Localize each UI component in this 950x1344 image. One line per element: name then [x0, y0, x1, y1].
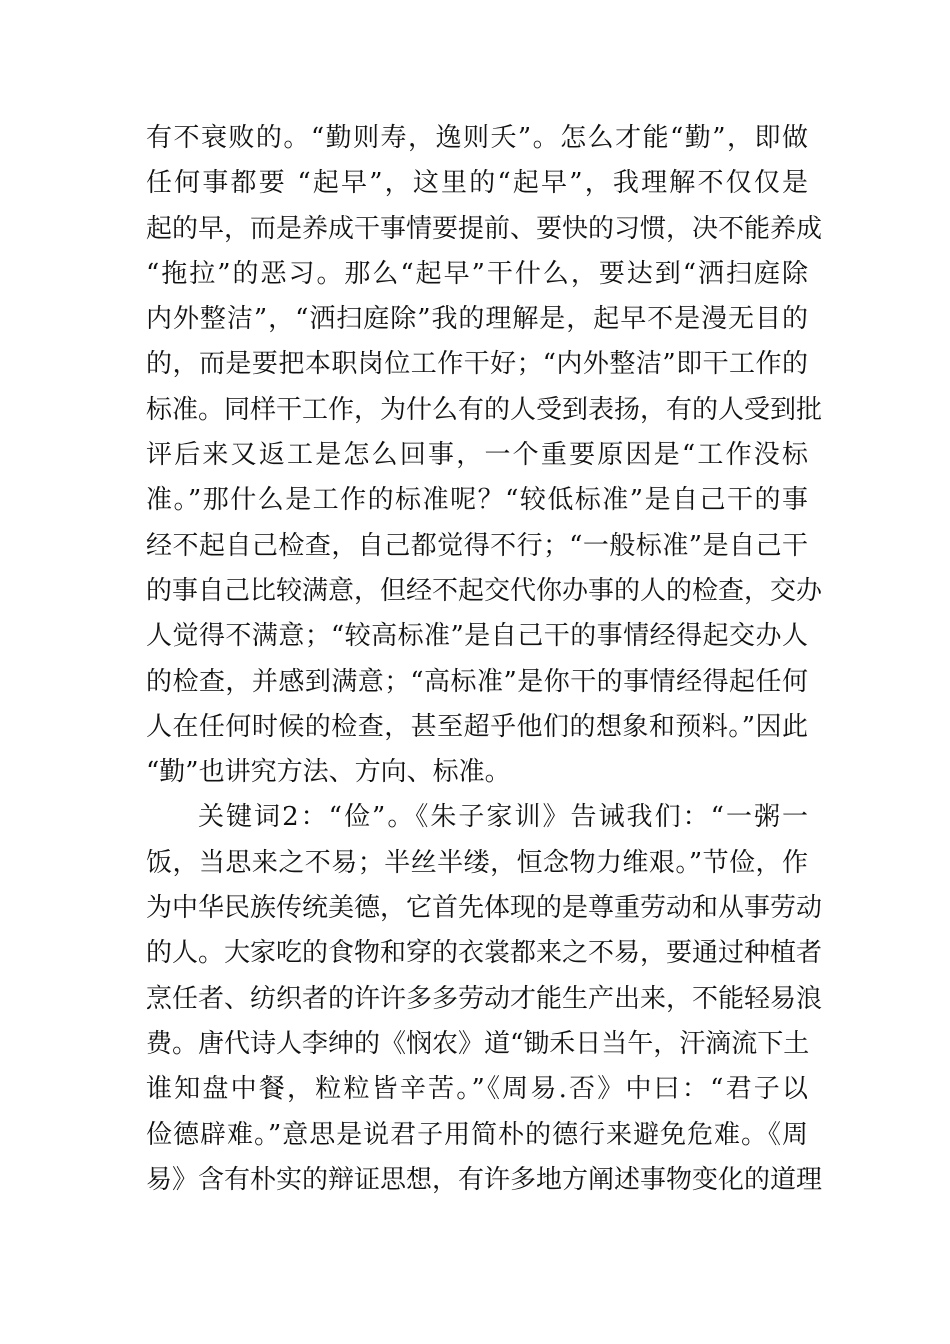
text-line: 人觉得不满意；“较高标准”是自己干的事情经得起交办人 [146, 621, 808, 652]
body-text [146, 116, 823, 1203]
text-line: 准。”那什么是工作的标准呢？“较低标准”是自己干的事 [146, 485, 808, 516]
text-line: 费。唐代诗人李绅的《悯农》道“锄禾日当午，汗滴流下土 [146, 1028, 810, 1059]
text-line: 烹任者、纺织者的许许多多劳动才能生产出来，不能轻易浪 [146, 983, 823, 1014]
text-line: 的事自己比较满意，但经不起交代你办事的人的检查，交办 [146, 575, 823, 606]
text-line: 谁知盘中餐，粒粒皆辛苦。”《周易.否》中曰：“君子以 [146, 1074, 808, 1105]
text-line: “拖拉”的恶习。那么“起早”干什么，要达到“洒扫庭除 [146, 258, 808, 289]
text-line: 俭德辟难。”意思是说君子用简朴的德行来避免危难。《周 [146, 1119, 808, 1150]
text-line: 任何事都要 “起早”，这里的“起早”，我理解不仅仅是 [146, 168, 808, 199]
text-line: 标准。同样干工作，为什么有的人受到表扬，有的人受到批 [146, 394, 823, 425]
text-line: 经不起自己检查，自己都觉得不行；“一般标准”是自己干 [146, 530, 808, 561]
paragraph-end-line: “勤”也讲究方法、方向、标准。 [146, 757, 511, 788]
text-line: 饭，当思来之不易；半丝半缕，恒念物力维艰。”节俭，作 [146, 847, 808, 878]
text-line: 的人。大家吃的食物和穿的衣裳都来之不易，要通过种植者 [146, 938, 823, 969]
text-line: 有不衰败的。“勤则寿，逸则夭”。怎么才能“勤”，即做 [146, 123, 808, 153]
text-line: 的检查，并感到满意；“高标准”是你干的事情经得起任何 [146, 666, 808, 697]
text-line: 人在任何时候的检查，甚至超乎他们的想象和预料。”因此 [146, 711, 808, 742]
text-line: 为中华民族传统美德，它首先体现的是尊重劳动和从事劳动 [146, 893, 823, 924]
text-line: 内外整洁”，“洒扫庭除”我的理解是，起早不是漫无目的 [146, 304, 808, 335]
paragraph-start-line: 关键词2：“俭”。《朱子家训》告诫我们：“一粥一 [198, 802, 808, 833]
text-line: 易》含有朴实的辩证思想，有许多地方阐述事物变化的道理 [146, 1164, 823, 1195]
text-line: 评后来又返工是怎么回事，一个重要原因是“工作没标 [146, 440, 808, 471]
text-line: 的，而是要把本职岗位工作干好；“内外整洁”即干工作的 [146, 349, 808, 380]
text-line: 起的早，而是养成干事情要提前、要快的习惯，决不能养成 [146, 213, 823, 244]
